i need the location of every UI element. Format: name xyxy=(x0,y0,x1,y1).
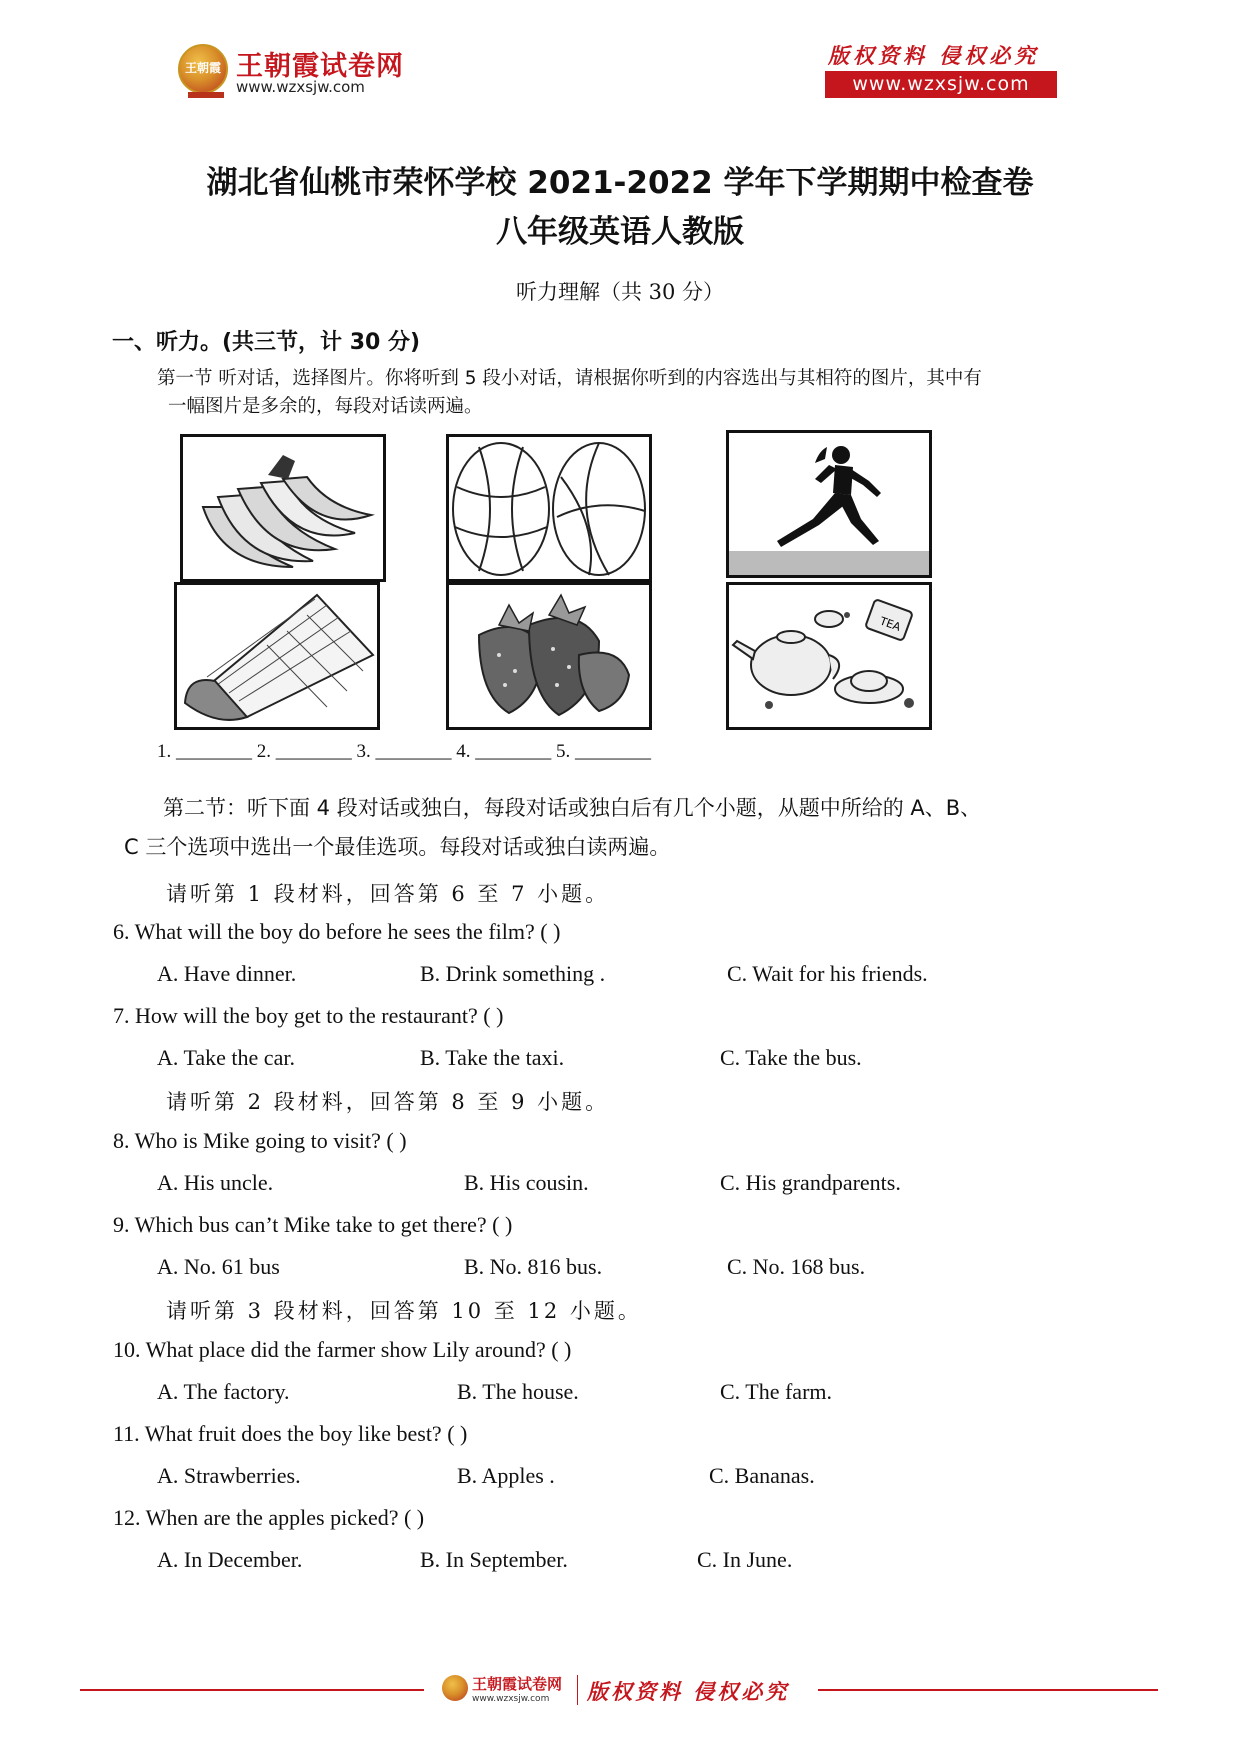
logo-badge-icon: 王朝霞 xyxy=(178,44,228,94)
answer-blanks[interactable]: 1. ________ 2. ________ 3. ________ 4. ________ 5. ________ xyxy=(157,741,651,762)
q6-option-b[interactable]: B. Drink something . xyxy=(420,961,606,986)
material-3: 请听第 3 段材料，回答第 10 至 12 小题。 xyxy=(166,1299,642,1323)
footer-logo-name: 王朝霞试卷网 xyxy=(472,1675,563,1693)
picture-strawberries xyxy=(446,582,652,730)
q6-option-a[interactable]: A. Have dinner. xyxy=(157,961,297,986)
page-subtitle: 八年级英语人教版 xyxy=(496,214,744,250)
page-title: 湖北省仙桃市荣怀学校 2021-2022 学年下学期期中检查卷 xyxy=(206,165,1034,201)
picture-balls xyxy=(446,434,652,582)
tea-label: TEA xyxy=(878,614,903,634)
q8-option-c[interactable]: C. His grandparents. xyxy=(720,1170,901,1195)
question-8: 8. Who is Mike going to visit? ( ) xyxy=(113,1128,407,1153)
q12-option-c[interactable]: C. In June. xyxy=(697,1547,793,1572)
footer-separator xyxy=(577,1675,578,1705)
bananas-icon xyxy=(183,437,383,579)
logo-name: 王朝霞试卷网 xyxy=(236,51,404,82)
q7-option-c[interactable]: C. Take the bus. xyxy=(720,1045,862,1070)
question-12: 12. When are the apples picked? ( ) xyxy=(113,1505,425,1530)
q11-option-c[interactable]: C. Bananas. xyxy=(709,1463,815,1488)
footer-copyright: 版权资料 侵权必究 xyxy=(587,1679,790,1704)
footer-logo-icon xyxy=(442,1675,468,1701)
q9-option-c[interactable]: C. No. 168 bus. xyxy=(727,1254,866,1279)
question-11: 11. What fruit does the boy like best? ( ) xyxy=(113,1421,468,1446)
section2-instruction-line2: C 三个选项中选出一个最佳选项。每段对话或独白读两遍。 xyxy=(124,835,671,859)
question-9: 9. Which bus can’t Mike take to get there? ( ) xyxy=(113,1212,513,1237)
q8-option-b[interactable]: B. His cousin. xyxy=(464,1170,589,1195)
picture-runner xyxy=(726,430,932,578)
material-1: 请听第 1 段材料，回答第 6 至 7 小题。 xyxy=(166,882,610,906)
part-title: 听力理解（共 30 分） xyxy=(515,280,725,304)
question-6: 6. What will the boy do before he sees the film? ( ) xyxy=(113,919,561,944)
strawberries-icon xyxy=(449,585,649,727)
q11-option-b[interactable]: B. Apples . xyxy=(457,1463,555,1488)
header-copyright: 版权资料 侵权必究 xyxy=(828,43,1040,68)
section1-instruction-line1: 第一节 听对话，选择图片。你将听到 5 段小对话，请根据你听到的内容选出与其相符的图片，其中有 xyxy=(157,368,982,389)
material-2: 请听第 2 段材料，回答第 8 至 9 小题。 xyxy=(166,1090,610,1114)
footer-rule-left xyxy=(80,1689,424,1691)
question-7: 7. How will the boy get to the restaurant? ( ) xyxy=(113,1003,504,1028)
header-url-banner[interactable]: www.wzxsjw.com xyxy=(825,71,1057,98)
section-heading: 一、听力。(共三节，计 30 分) xyxy=(112,330,421,355)
section1-instruction-line2: 一幅图片是多余的，每段对话读两遍。 xyxy=(168,396,483,417)
picture-bananas xyxy=(180,434,386,582)
q7-option-b[interactable]: B. Take the taxi. xyxy=(420,1045,565,1070)
balls-icon xyxy=(449,437,649,579)
q12-option-a[interactable]: A. In December. xyxy=(157,1547,303,1572)
q10-option-c[interactable]: C. The farm. xyxy=(720,1379,833,1404)
footer-rule-right xyxy=(818,1689,1158,1691)
picture-tea-set xyxy=(726,582,932,730)
logo-ribbon xyxy=(188,92,224,98)
q10-option-a[interactable]: A. The factory. xyxy=(157,1379,290,1404)
tea-set-icon xyxy=(729,585,929,727)
q10-option-b[interactable]: B. The house. xyxy=(457,1379,579,1404)
q9-option-b[interactable]: B. No. 816 bus. xyxy=(464,1254,603,1279)
picture-shuttlecock xyxy=(174,582,380,730)
runner-icon xyxy=(729,433,929,575)
q8-option-a[interactable]: A. His uncle. xyxy=(157,1170,274,1195)
footer-url[interactable]: www.wzxsjw.com xyxy=(472,1694,550,1704)
question-10: 10. What place did the farmer show Lily around? ( ) xyxy=(113,1337,572,1362)
q11-option-a[interactable]: A. Strawberries. xyxy=(157,1463,301,1488)
logo-url[interactable]: www.wzxsjw.com xyxy=(236,78,365,96)
section2-instruction-line1: 第二节：听下面 4 段对话或独白，每段对话或独白后有几个小题，从题中所给的 A、B、 xyxy=(163,796,982,820)
q7-option-a[interactable]: A. Take the car. xyxy=(157,1045,295,1070)
q12-option-b[interactable]: B. In September. xyxy=(420,1547,568,1572)
q6-option-c[interactable]: C. Wait for his friends. xyxy=(727,961,928,986)
q9-option-a[interactable]: A. No. 61 bus xyxy=(157,1254,280,1279)
shuttlecock-icon xyxy=(177,585,377,727)
